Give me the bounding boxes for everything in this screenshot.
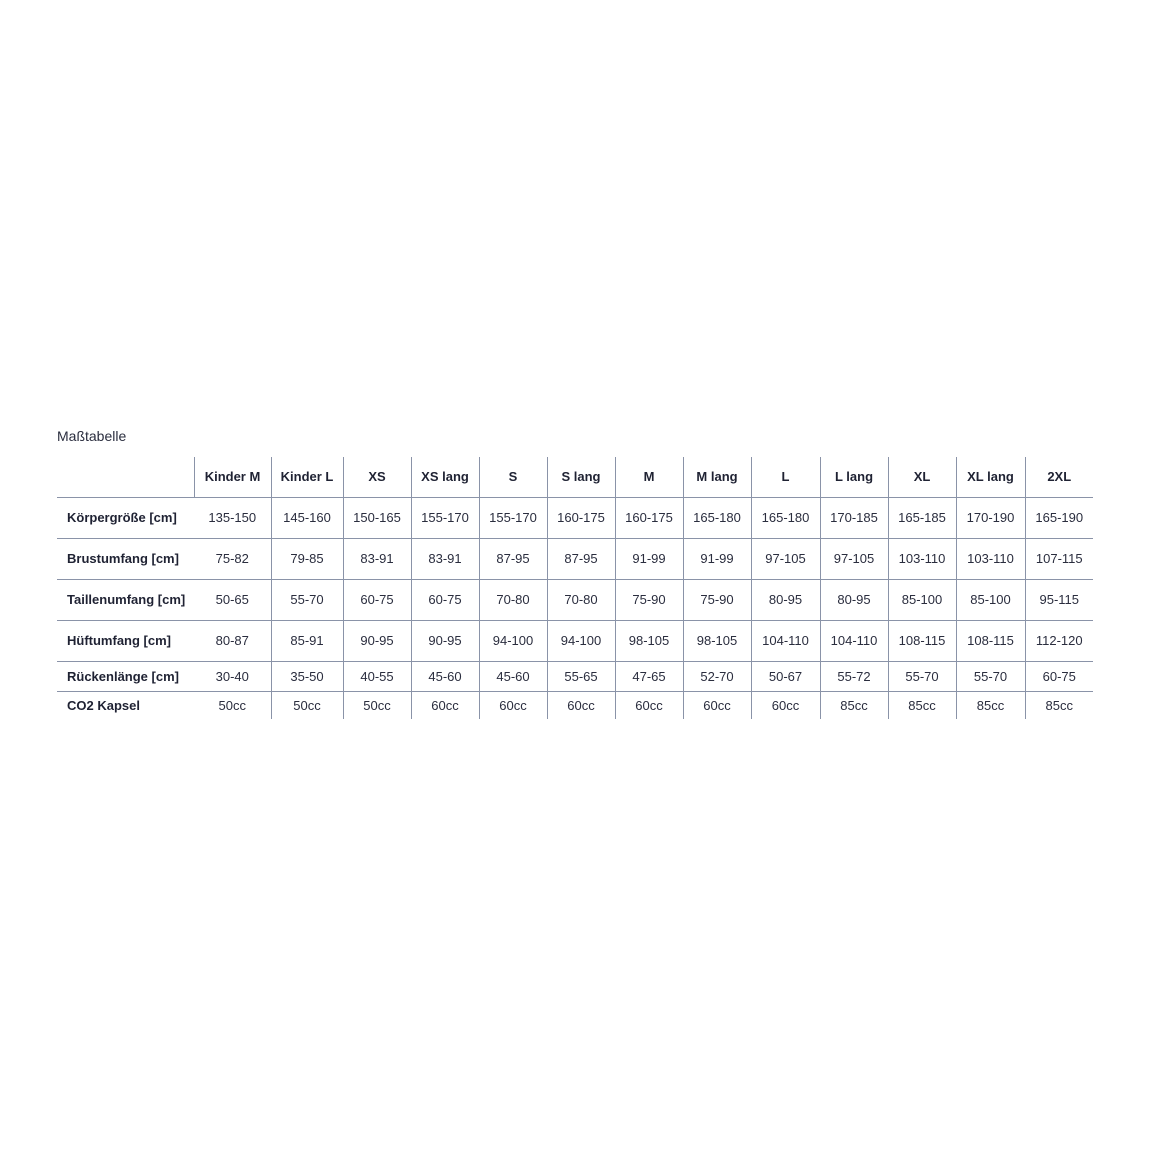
table-cell: 165-190 — [1025, 498, 1093, 539]
table-cell: 60-75 — [343, 580, 411, 621]
table-cell: 145-160 — [271, 498, 343, 539]
table-cell: 60cc — [683, 692, 751, 720]
table-cell: 60-75 — [411, 580, 479, 621]
table-cell: 85-100 — [888, 580, 956, 621]
row-label: Taillenumfang [cm] — [57, 580, 194, 621]
table-cell: 91-99 — [683, 539, 751, 580]
table-cell: 155-170 — [411, 498, 479, 539]
column-header: XL — [888, 457, 956, 498]
table-cell: 97-105 — [751, 539, 820, 580]
table-cell: 170-185 — [820, 498, 888, 539]
table-cell: 75-90 — [683, 580, 751, 621]
table-cell: 85cc — [1025, 692, 1093, 720]
row-label: CO2 Kapsel — [67, 697, 140, 713]
table-cell: 165-185 — [888, 498, 956, 539]
table-cell: 60-75 — [1025, 662, 1093, 692]
table-cell: 165-180 — [683, 498, 751, 539]
table-cell: 104-110 — [820, 621, 888, 662]
table-cell: 94-100 — [547, 621, 615, 662]
column-header: M — [615, 457, 683, 498]
table-cell: 60cc — [615, 692, 683, 720]
table-cell: 50cc — [218, 697, 246, 713]
table-cell: 75-90 — [615, 580, 683, 621]
table-cell: 87-95 — [479, 539, 547, 580]
table-cell: 112-120 — [1025, 621, 1093, 662]
table-row-hueftumfang — [57, 621, 1093, 662]
column-header: 2XL — [1025, 457, 1093, 498]
table-cell: 70-80 — [547, 580, 615, 621]
table-cell: 30-40 — [194, 662, 271, 692]
table-row-koerpergroesse — [57, 498, 1093, 539]
table-cell: 60cc — [751, 692, 820, 720]
table-cell: 160-175 — [615, 498, 683, 539]
header-row — [57, 457, 1093, 498]
table-cell: 80-95 — [751, 580, 820, 621]
table-cell: 75-82 — [194, 539, 271, 580]
size-chart-table — [57, 457, 1093, 719]
table-cell: 90-95 — [411, 621, 479, 662]
table-cell: 98-105 — [683, 621, 751, 662]
table-cell: 50cc — [271, 692, 343, 720]
table-cell: 50cc — [343, 692, 411, 720]
table-cell: 150-165 — [343, 498, 411, 539]
table-cell: 85cc — [956, 692, 1025, 720]
column-header: XS — [343, 457, 411, 498]
column-header: L lang — [820, 457, 888, 498]
table-cell: 155-170 — [479, 498, 547, 539]
table-cell: 60cc — [547, 692, 615, 720]
table-title: Maßtabelle — [57, 428, 127, 444]
table-cell: 52-70 — [683, 662, 751, 692]
table-cell: 70-80 — [479, 580, 547, 621]
table-cell: 79-85 — [271, 539, 343, 580]
table-cell: 135-150 — [194, 498, 271, 539]
table-cell: 55-70 — [888, 662, 956, 692]
table-cell: 47-65 — [615, 662, 683, 692]
table-cell: 85cc — [820, 692, 888, 720]
row-label: Hüftumfang [cm] — [57, 621, 194, 662]
table-cell: 85cc — [888, 692, 956, 720]
row-label: Brustumfang [cm] — [57, 539, 194, 580]
table-cell: 45-60 — [411, 662, 479, 692]
row-label: Rückenlänge [cm] — [57, 662, 194, 692]
column-header: Kinder M — [194, 457, 271, 498]
table-cell: 170-190 — [956, 498, 1025, 539]
table-cell: 108-115 — [888, 621, 956, 662]
table-cell: 104-110 — [751, 621, 820, 662]
table-cell: 40-55 — [343, 662, 411, 692]
table-cell: 87-95 — [547, 539, 615, 580]
row-label: Körpergröße [cm] — [57, 498, 194, 539]
column-header: XS lang — [411, 457, 479, 498]
table-cell: 95-115 — [1025, 580, 1093, 621]
corner-cell — [57, 457, 194, 498]
table-cell: 85-100 — [956, 580, 1025, 621]
table-cell: 83-91 — [343, 539, 411, 580]
table-cell: 107-115 — [1025, 539, 1093, 580]
column-header: M lang — [683, 457, 751, 498]
table-cell: 80-95 — [820, 580, 888, 621]
table-cell: 45-60 — [479, 662, 547, 692]
table-cell: 103-110 — [956, 539, 1025, 580]
column-header: XL lang — [956, 457, 1025, 498]
table-cell: 90-95 — [343, 621, 411, 662]
table-cell: 103-110 — [888, 539, 956, 580]
table-cell: 55-70 — [271, 580, 343, 621]
table-cell: 98-105 — [615, 621, 683, 662]
column-header: Kinder L — [271, 457, 343, 498]
table-cell: 108-115 — [956, 621, 1025, 662]
table-cell: 50-67 — [751, 662, 820, 692]
table-cell: 160-175 — [547, 498, 615, 539]
table-cell: 55-70 — [956, 662, 1025, 692]
table-cell: 60cc — [411, 692, 479, 720]
table-row-co2-kapsel — [57, 692, 1093, 720]
table-cell: 55-65 — [547, 662, 615, 692]
table-cell: 55-72 — [820, 662, 888, 692]
table-cell: 85-91 — [271, 621, 343, 662]
column-header: L — [751, 457, 820, 498]
column-header: S lang — [547, 457, 615, 498]
table-cell: 94-100 — [479, 621, 547, 662]
table-row-brustumfang — [57, 539, 1093, 580]
table-cell: 60cc — [479, 692, 547, 720]
table-cell: 91-99 — [615, 539, 683, 580]
table-cell: 35-50 — [271, 662, 343, 692]
table-cell: 97-105 — [820, 539, 888, 580]
table-row-rueckenlaenge — [57, 662, 1093, 692]
table-row-taillenumfang — [57, 580, 1093, 621]
column-header: S — [479, 457, 547, 498]
table-cell: 50-65 — [194, 580, 271, 621]
table-cell: 165-180 — [751, 498, 820, 539]
table-cell: 80-87 — [194, 621, 271, 662]
table-cell: 83-91 — [411, 539, 479, 580]
